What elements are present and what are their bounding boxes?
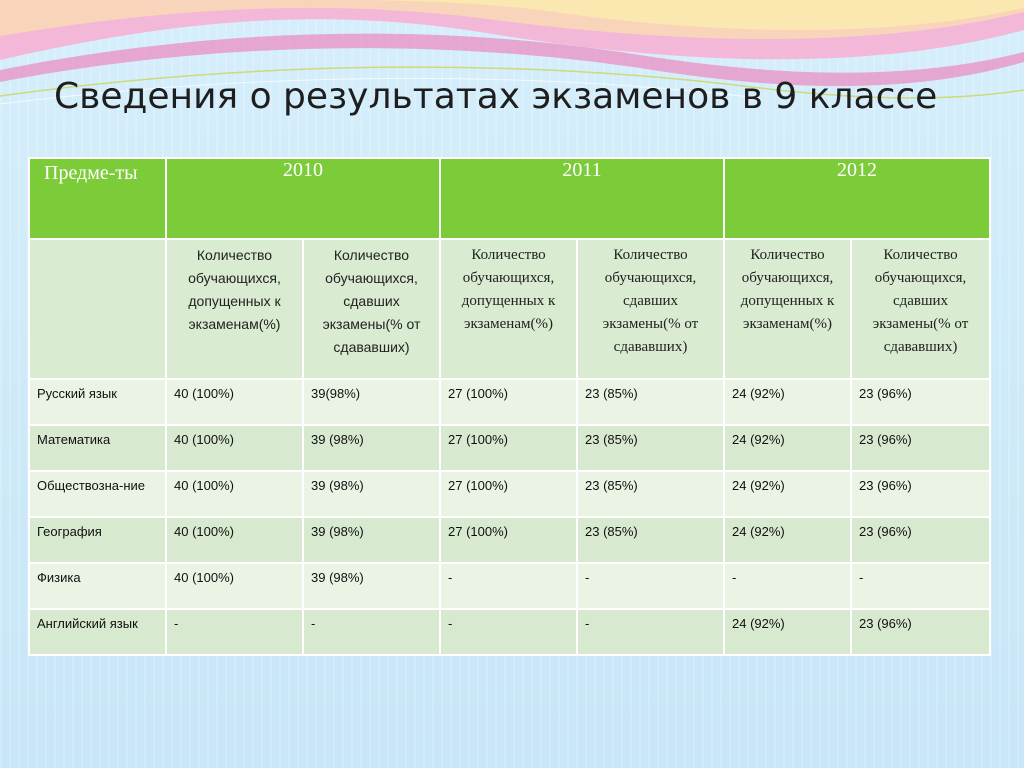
table-row [29, 379, 990, 425]
table-cell: 24 (92%) [724, 517, 851, 563]
subheader-cell: Количество обучающихся, допущенных к экзаменам(%) [440, 239, 577, 379]
subject-column-header: Предме-ты [29, 158, 166, 239]
table-cell: 39 (98%) [303, 563, 440, 609]
subject-cell: Английский язык [29, 609, 166, 655]
table-cell: 40 (100%) [166, 563, 303, 609]
table-cell: 27 (100%) [440, 425, 577, 471]
table-subheader-row [29, 239, 990, 379]
table-cell: - [724, 563, 851, 609]
table-cell: - [577, 563, 724, 609]
subheader-cell: Количество обучающихся, допущенных к экзаменам(%) [166, 239, 303, 379]
subject-cell: География [29, 517, 166, 563]
table-cell: 23 (96%) [851, 471, 990, 517]
table-row [29, 425, 990, 471]
exam-results-table [28, 157, 991, 656]
table-cell: 23 (96%) [851, 609, 990, 655]
table-cell: 40 (100%) [166, 517, 303, 563]
table-cell: 23 (85%) [577, 379, 724, 425]
subheader-cell: Количество обучающихся, сдавших экзамены(% от сдававших) [577, 239, 724, 379]
table-cell: 39 (98%) [303, 517, 440, 563]
table-cell: 39(98%) [303, 379, 440, 425]
year-header-2010: 2010 [166, 158, 440, 239]
subheader-cell: Количество обучающихся, сдавших экзамены(% от сдававших) [303, 239, 440, 379]
table-cell: 23 (85%) [577, 425, 724, 471]
subject-cell: Физика [29, 563, 166, 609]
subject-cell: Обществозна-ние [29, 471, 166, 517]
table-cell: 23 (96%) [851, 425, 990, 471]
subheader-cell: Количество обучающихся, сдавших экзамены(% от сдававших) [851, 239, 990, 379]
table-cell: 24 (92%) [724, 609, 851, 655]
subheader-cell: Количество обучающихся, допущенных к экзаменам(%) [724, 239, 851, 379]
year-header-2011: 2011 [440, 158, 724, 239]
table-cell: 40 (100%) [166, 471, 303, 517]
table-cell: 24 (92%) [724, 425, 851, 471]
table-header-row [29, 158, 990, 239]
table-cell: 24 (92%) [724, 471, 851, 517]
subject-cell: Русский язык [29, 379, 166, 425]
table-cell: 39 (98%) [303, 425, 440, 471]
table-cell: 23 (96%) [851, 517, 990, 563]
table-cell: 27 (100%) [440, 379, 577, 425]
table-cell: 40 (100%) [166, 425, 303, 471]
table-cell: 23 (85%) [577, 471, 724, 517]
table-cell: - [851, 563, 990, 609]
table-cell: 27 (100%) [440, 517, 577, 563]
table-cell: 40 (100%) [166, 379, 303, 425]
table-row [29, 609, 990, 655]
table-cell: - [166, 609, 303, 655]
table-cell: 23 (85%) [577, 517, 724, 563]
table-row [29, 471, 990, 517]
subheader-cell [29, 239, 166, 379]
slide-title: Сведения о результатах экзаменов в 9 классе [54, 76, 938, 117]
table-row [29, 517, 990, 563]
subject-cell: Математика [29, 425, 166, 471]
table-row [29, 563, 990, 609]
table-cell: 27 (100%) [440, 471, 577, 517]
table-cell: - [577, 609, 724, 655]
table-cell: 23 (96%) [851, 379, 990, 425]
table-cell: 24 (92%) [724, 379, 851, 425]
table-cell: - [303, 609, 440, 655]
table-cell: 39 (98%) [303, 471, 440, 517]
table-cell: - [440, 563, 577, 609]
year-header-2012: 2012 [724, 158, 990, 239]
table-cell: - [440, 609, 577, 655]
